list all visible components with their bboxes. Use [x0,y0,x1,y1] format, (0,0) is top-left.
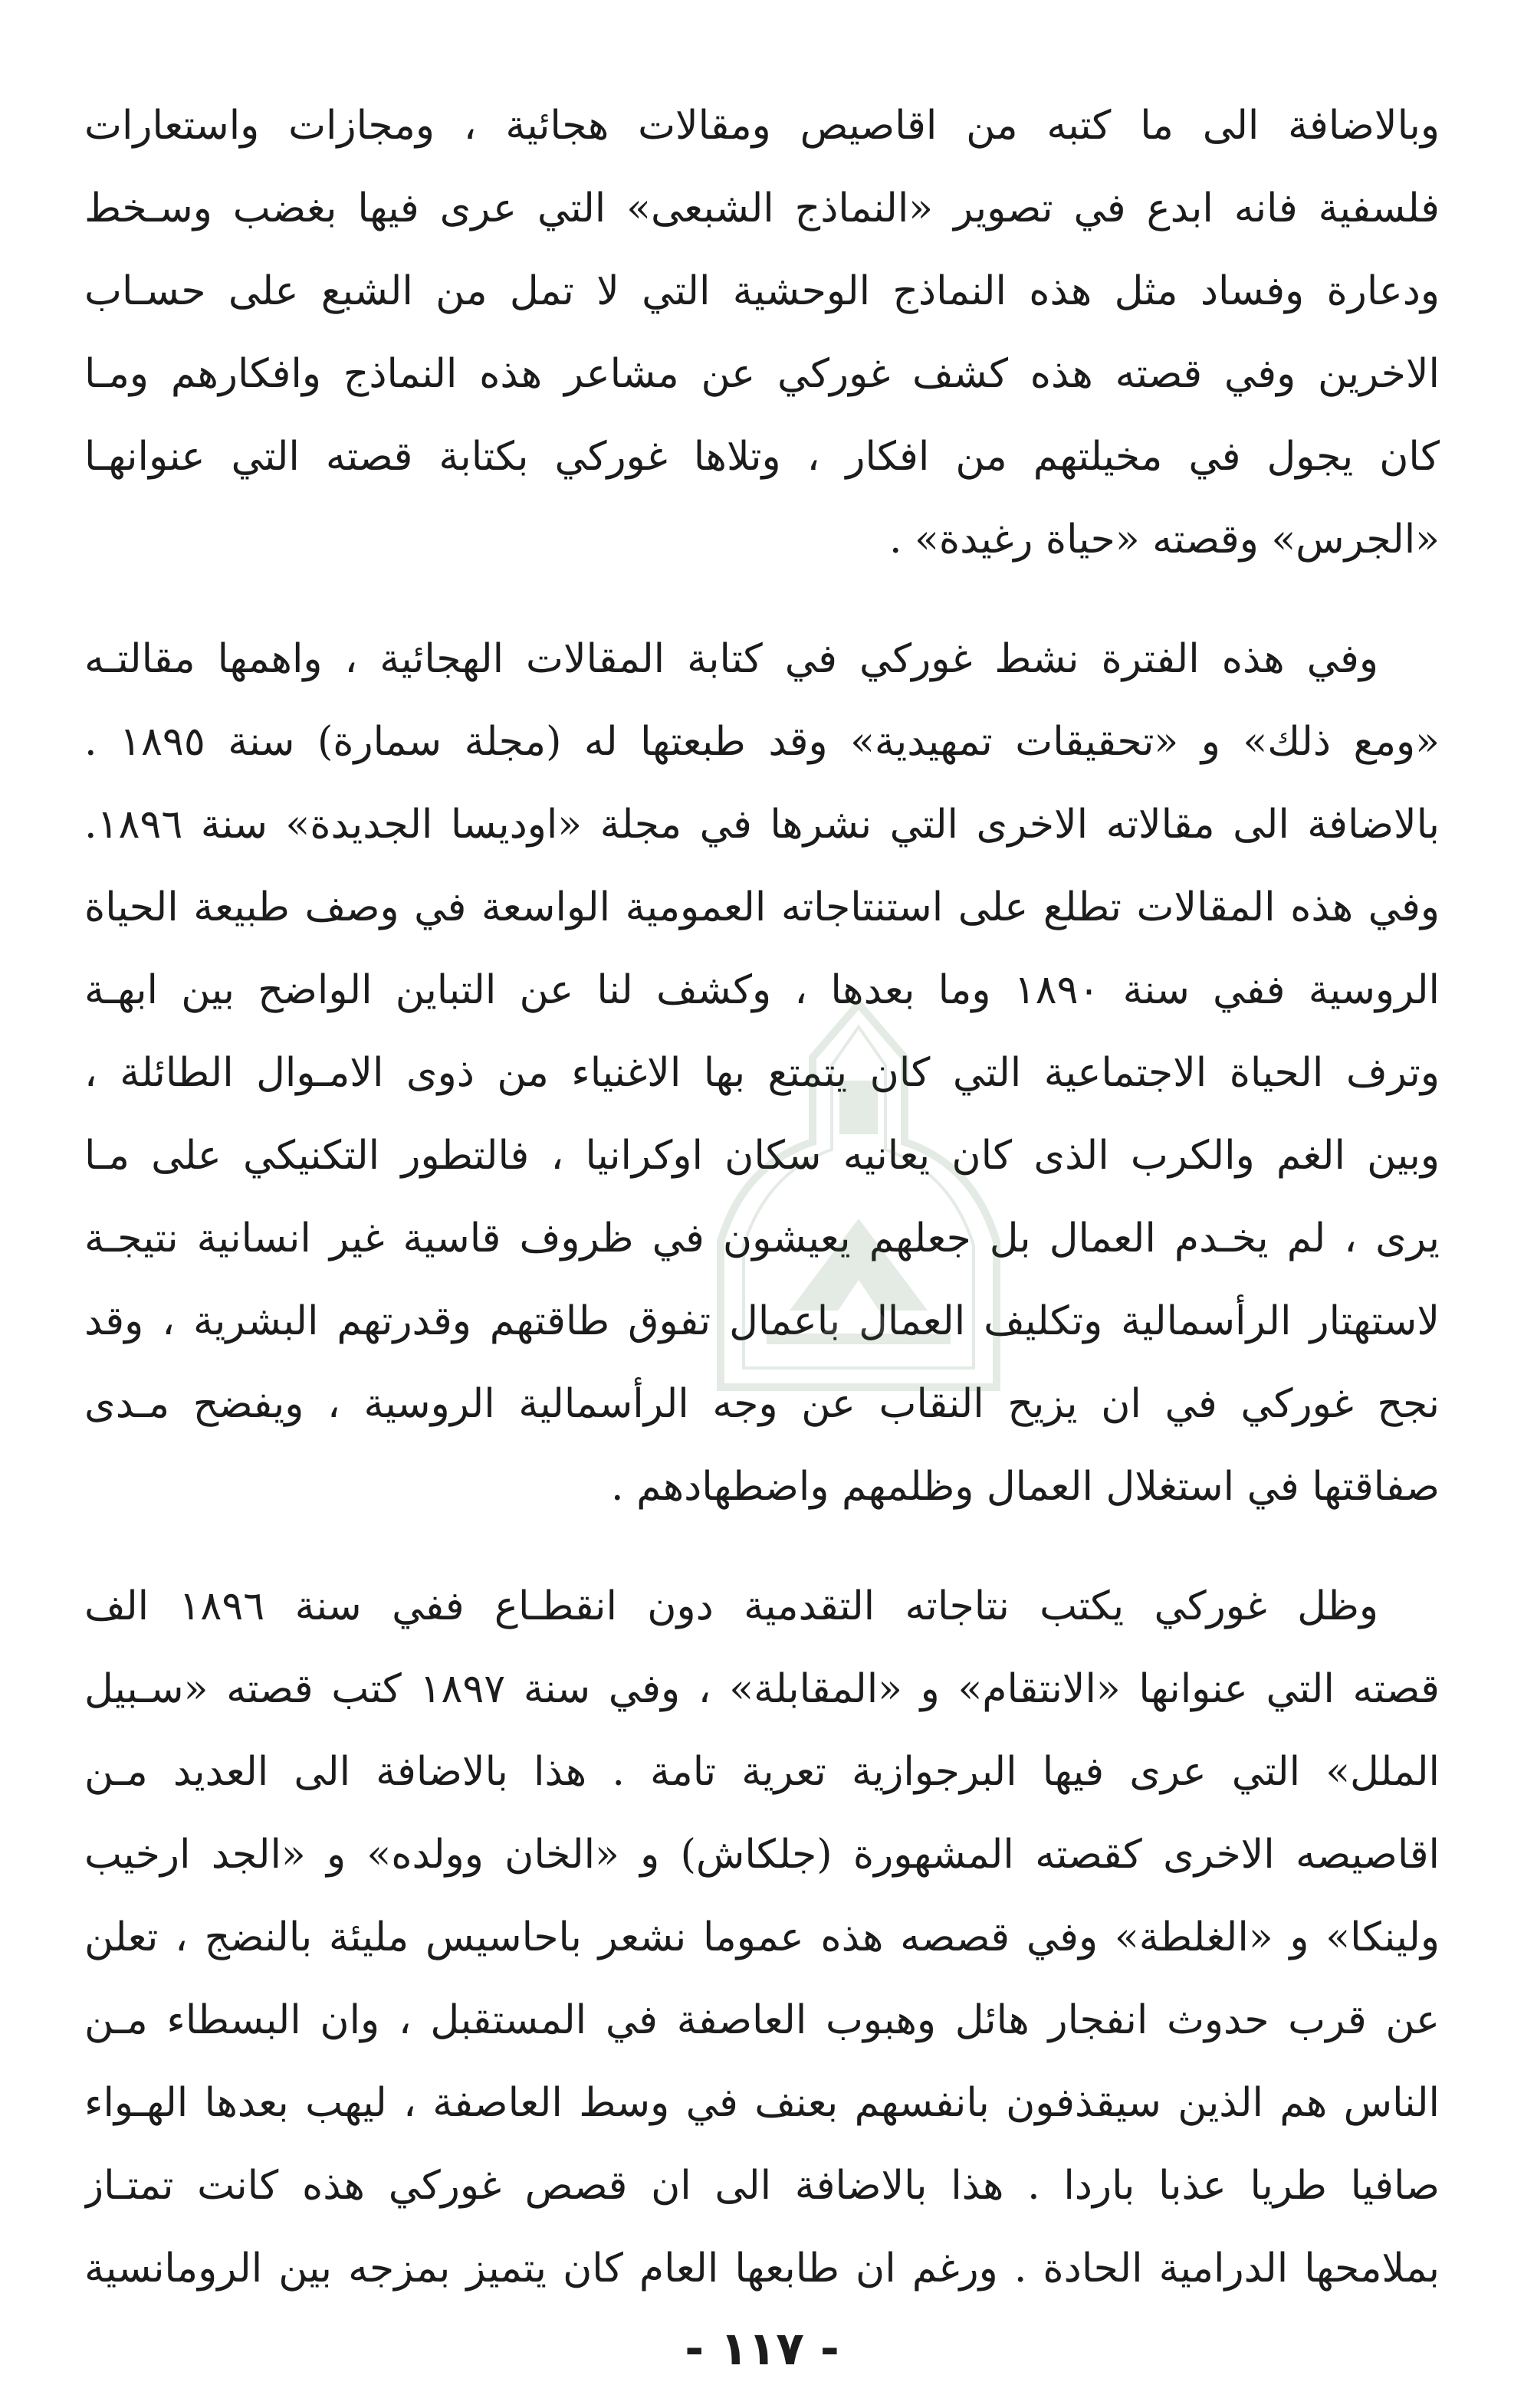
text-line: وفي هذه المقالات تطلع على استنتاجاته العمومية الواسعة في وصف طبيعة الحياة [84,884,1440,930]
text-line: نجح غوركي في ان يزيح النقاب عن وجه الرأسمالية الروسية ، ويفضح مـدى [84,1381,1440,1427]
text-line: وفي هذه الفترة نشط غوركي في كتابة المقالات الهجائية ، واهمها مقالتـه [84,636,1378,682]
text-line: وبين الغم والكرب الذى كان يعانيه سكان اوكرانيا ، فالتطور التكنيكي على مـا [84,1133,1440,1179]
text-line: وظل غوركي يكتب نتاجاته التقدمية دون انقطـاع ففي سنة ١٨٩٦ الف [84,1583,1378,1629]
paragraph-1 [84,84,1440,581]
text-line: وبالاضافة الى ما كتبه من اقاصيص ومقالات هجائية ، ومجازات واستعارات [84,103,1440,149]
text-line: يرى ، لم يخـدم العمال بل جعلهم يعيشون في ظروف قاسية غير انسانية نتيجـة [84,1215,1440,1261]
paragraph-3 [84,1565,1440,2310]
text-line: فلسفية فانه ابدع في تصوير «النماذج الشبعى» التي عرى فيها بغضب وسـخط [84,185,1440,231]
text-line: الملل» التي عرى فيها البرجوازية تعرية تامة . هذا بالاضافة الى العديد مـن [84,1749,1440,1795]
document-page [84,84,1440,2337]
text-line: ودعارة وفساد مثل هذه النماذج الوحشية التي لا تمل من الشبع على حسـاب [84,268,1440,314]
text-line: الاخرين وفي قصته هذه كشف غوركي عن مشاعر هذه النماذج وافكارهم ومـا [84,351,1440,397]
text-line: بالاضافة الى مقالاته الاخرى التي نشرها في مجلة «اوديسا الجديدة» سنة ١٨٩٦. [84,802,1440,848]
text-line: الناس هم الذين سيقذفون بانفسهم بعنف في وسط العاصفة ، ليهب بعدها الهـواء [84,2080,1440,2126]
text-line: الروسية ففي سنة ١٨٩٠ وما بعدها ، وكشف لنا عن التباين الواضح بين ابهـة [84,967,1440,1013]
paragraph-gap [84,581,1440,618]
text-line: كان يجول في مخيلتهم من افكار ، وتلاها غوركي بكتابة قصته التي عنوانهـا [84,434,1440,480]
text-line: عن قرب حدوث انفجار هائل وهبوب العاصفة في المستقبل ، وان البسطاء مـن [84,1997,1440,2043]
text-line: «الجرس» وقصته «حياة رغيدة» . [888,517,1440,563]
text-line: ولينكا» و «الغلطة» وفي قصصه هذه عموما نشعر باحاسيس مليئة بالنضج ، تعلن [84,1914,1440,1960]
seal-watermark [675,989,1043,1418]
text-line: قصته التي عنوانها «الانتقام» و «المقابلة» ، وفي سنة ١٨٩٧ كتب قصته «سـبيل [84,1666,1440,1712]
text-line: بملامحها الدرامية الحادة . ورغم ان طابعها العام كان يتميز بمزجه بين الرومانسية [84,2246,1440,2292]
text-line: صفاقتها في استغلال العمال وظلمهم واضطهادهم . [611,1464,1440,1510]
text-line: «ومع ذلك» و «تحقيقات تمهيدية» وقد طبعتها له (مجلة سمارة) سنة ١٨٩٥ . [84,719,1440,765]
text-line: وترف الحياة الاجتماعية التي كان يتمتع بها الاغنياء من ذوى الامـوال الطائلة ، [84,1050,1440,1096]
text-line: اقاصيصه الاخرى كقصته المشهورة (جلكاش) و «الخان وولده» و «الجد ارخيب [84,1832,1440,1878]
page-number: - ١١٧ - [685,2322,839,2376]
paragraph-gap [84,1528,1440,1565]
text-line: صافيا طريا عذبا باردا . هذا بالاضافة الى ان قصص غوركي هذه كانت تمتـاز [84,2163,1440,2209]
text-line: لاستهتار الرأسمالية وتكليف العمال باعمال تفوق طاقتهم وقدرتهم البشرية ، وقد [84,1298,1440,1344]
